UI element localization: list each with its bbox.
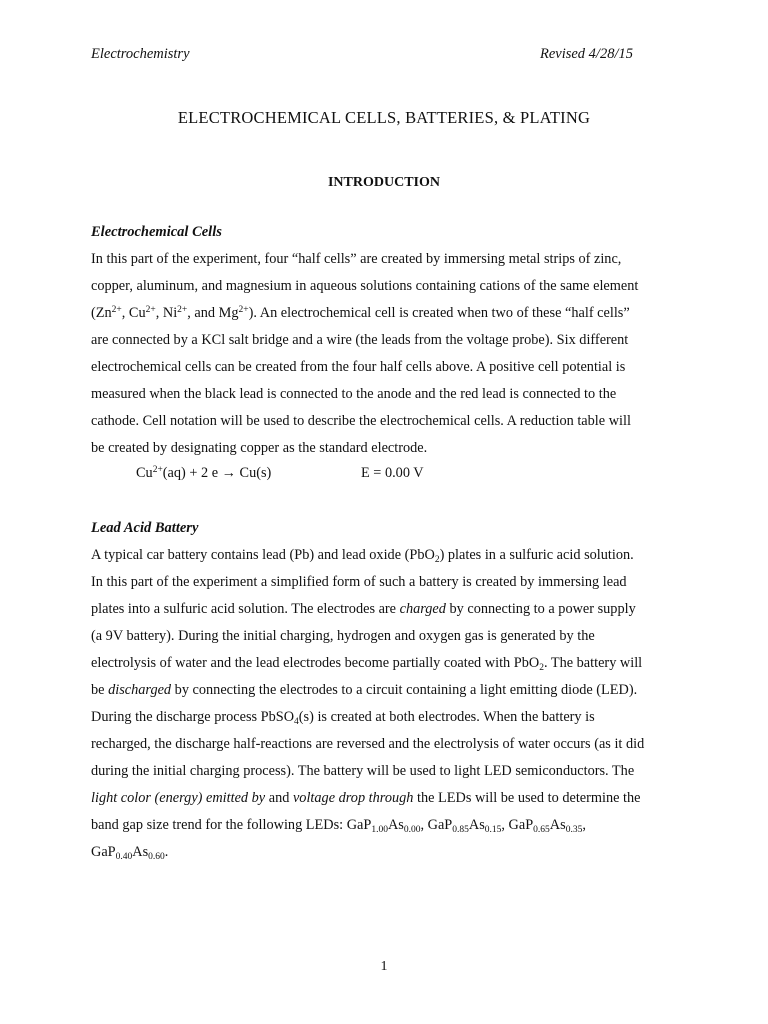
reaction-arrow-icon: → [221, 465, 236, 481]
text-line-led-formulas: band gap size trend for the following LEDs: $GaP_{1.00}As_{0.00}$, $GaP_{0.85}As_{0.15}$, $GaP_{0.65}As_{0.35}$, [91, 817, 586, 835]
text-line: be created by designating copper as the standard electrode. [91, 440, 428, 456]
text-line: during the initial charging process). The battery will be used to light LED semiconductors. The [91, 763, 635, 779]
text-line: light color (energy) emitted by and voltage drop through the LEDs will be used to determine the [91, 790, 641, 806]
page-number: 1 [380, 959, 388, 974]
text-line: A typical car battery contains lead (Pb) and lead oxide (PbO$_2$) plates in a sulfuric acid solution. [91, 547, 634, 565]
subheading-electrochemical-cells: Electrochemical Cells [91, 224, 222, 240]
text-line: electrolysis of water and the lead electrodes become partially coated with PbO$_2$. The battery will [91, 655, 643, 673]
text-line: are connected by a KCl salt bridge and a wire (the leads from the voltage probe). Six different [91, 332, 629, 348]
text-line: During the discharge process PbSO$_4$(s) is created at both electrodes. When the battery is [91, 709, 595, 727]
text-line: copper, aluminum, and magnesium in aqueous solutions containing cations of the same element [91, 278, 639, 294]
text-line-led-formulas: $GaP_{0.40}As_{0.60}$. [91, 844, 169, 862]
standard-potential: E = 0.00 V [361, 465, 424, 481]
paragraph-electrochemical-cells [91, 246, 681, 462]
paragraph-lead-acid-battery [91, 542, 681, 866]
running-header-revision: Revised 4/28/15 [539, 46, 633, 62]
text-line: In this part of the experiment, four “half cells” are created by immersing metal strips of zinc, [91, 251, 622, 267]
text-line: plates into a sulfuric acid solution. The electrodes are charged by connecting to a power supply [91, 601, 636, 617]
section-heading-introduction: INTRODUCTION [327, 175, 440, 190]
reduction-equation: $Cu^{2+}(aq) + 2$ e → Cu(s) [136, 465, 272, 481]
subheading-lead-acid-battery: Lead Acid Battery [91, 520, 199, 536]
text-line: In this part of the experiment a simplified form of such a battery is created by immersing lead [91, 574, 627, 590]
running-header-subject: Electrochemistry [91, 46, 190, 62]
text-line: measured when the black lead is connected to the anode and the red lead is connected to the [91, 386, 617, 402]
text-line-ions: ($Zn^{2+}$, $Cu^{2+}$, $Ni^{2+}$, and $Mg^{2+}$). An electrochemical cell is created when two of these “half cells” [91, 305, 630, 321]
text-line: (a 9V battery). During the initial charging, hydrogen and oxygen gas is generated by the [91, 628, 595, 644]
document-title: ELECTROCHEMICAL CELLS, BATTERIES, & PLATING [177, 108, 591, 127]
text-line: be discharged by connecting the electrodes to a circuit containing a light emitting diode (LED). [91, 682, 638, 698]
text-line: cathode. Cell notation will be used to describe the electrochemical cells. A reduction table will [91, 413, 631, 429]
text-line: recharged, the discharge half-reactions are reversed and the electrolysis of water occurs (as it did [91, 736, 645, 752]
text-line: electrochemical cells can be created from the four half cells above. A positive cell potential is [91, 359, 626, 375]
